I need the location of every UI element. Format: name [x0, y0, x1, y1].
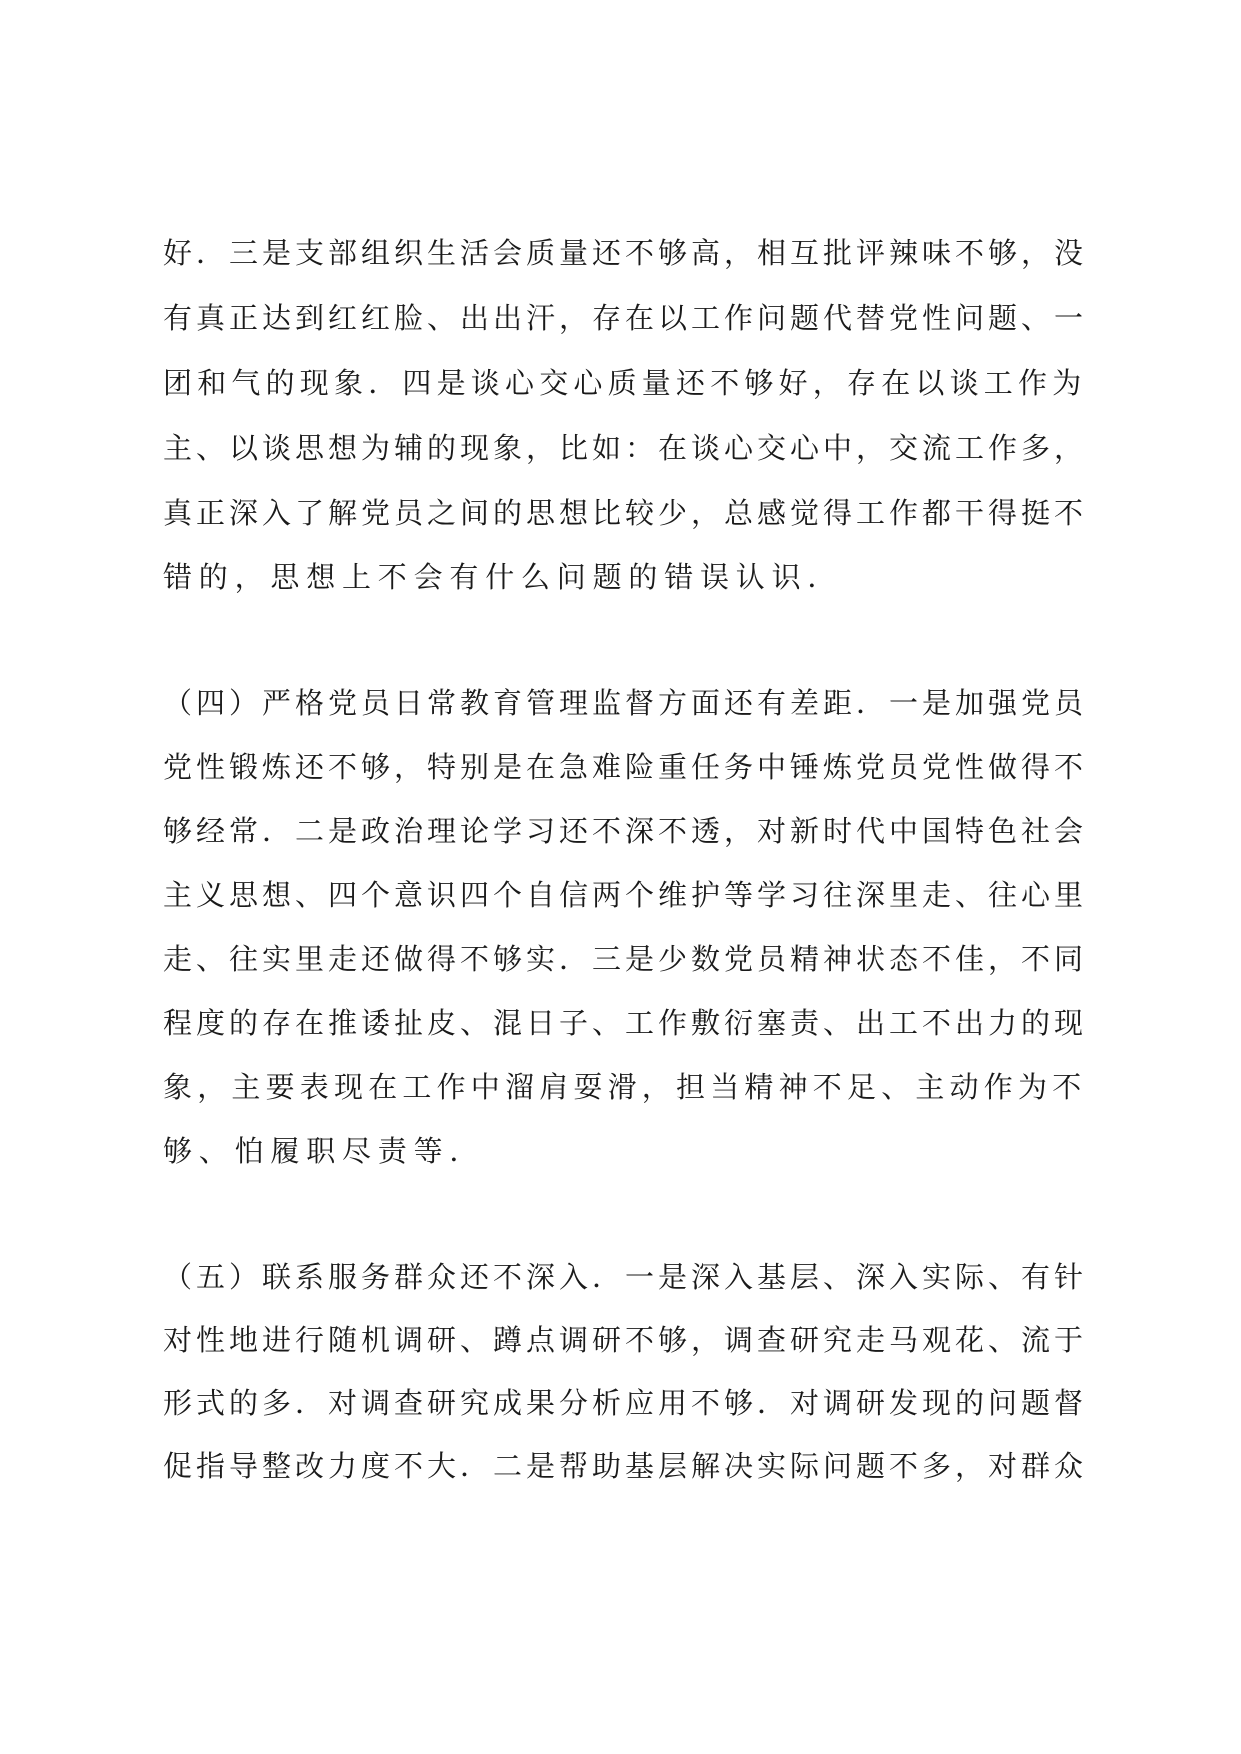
paragraph-2-line-4: 主义思想、四个意识四个自信两个维护等学习往深里走、往心里: [163, 878, 1088, 912]
paragraph-2-line-6: 程度的存在推诿扯皮、混日子、工作敷衍塞责、出工不出力的现: [163, 1006, 1088, 1040]
paragraph-2-line-1: （四）严格党员日常教育管理监督方面还有差距．一是加强党员: [163, 686, 1088, 720]
paragraph-2-line-8: 够、怕履职尽责等．: [163, 1134, 486, 1168]
paragraph-2-line-7: 象，主要表现在工作中溜肩耍滑，担当精神不足、主动作为不: [163, 1070, 1087, 1104]
paragraph-1-line-3: 团和气的现象．四是谈心交心质量还不够好，存在以谈工作为: [163, 366, 1087, 400]
paragraph-1-line-4: 主、以谈思想为辅的现象，比如：在谈心交心中，交流工作多，: [163, 431, 1088, 465]
paragraph-3-line-2: 对性地进行随机调研、蹲点调研不够，调查研究走马观花、流于: [163, 1323, 1088, 1357]
paragraph-1-line-1: 好．三是支部组织生活会质量还不够高，相互批评辣味不够，没: [163, 236, 1088, 270]
paragraph-3-line-1: （五）联系服务群众还不深入．一是深入基层、深入实际、有针: [163, 1260, 1088, 1294]
paragraph-3-line-4: 促指导整改力度不大．二是帮助基层解决实际问题不多，对群众: [163, 1449, 1088, 1483]
paragraph-2-line-5: 走、往实里走还做得不够实．三是少数党员精神状态不佳，不同: [163, 942, 1088, 976]
paragraph-1-line-6: 错的，思想上不会有什么问题的错误认识．: [163, 560, 844, 594]
paragraph-1-line-5: 真正深入了解党员之间的思想比较少，总感觉得工作都干得挺不: [163, 496, 1088, 530]
paragraph-3-line-3: 形式的多．对调查研究成果分析应用不够．对调研发现的问题督: [163, 1386, 1088, 1420]
paragraph-1-line-2: 有真正达到红红脸、出出汗，存在以工作问题代替党性问题、一: [163, 301, 1088, 335]
paragraph-2-line-3: 够经常．二是政治理论学习还不深不透，对新时代中国特色社会: [163, 814, 1088, 848]
paragraph-2-line-2: 党性锻炼还不够，特别是在急难险重任务中锤炼党员党性做得不: [163, 750, 1088, 784]
